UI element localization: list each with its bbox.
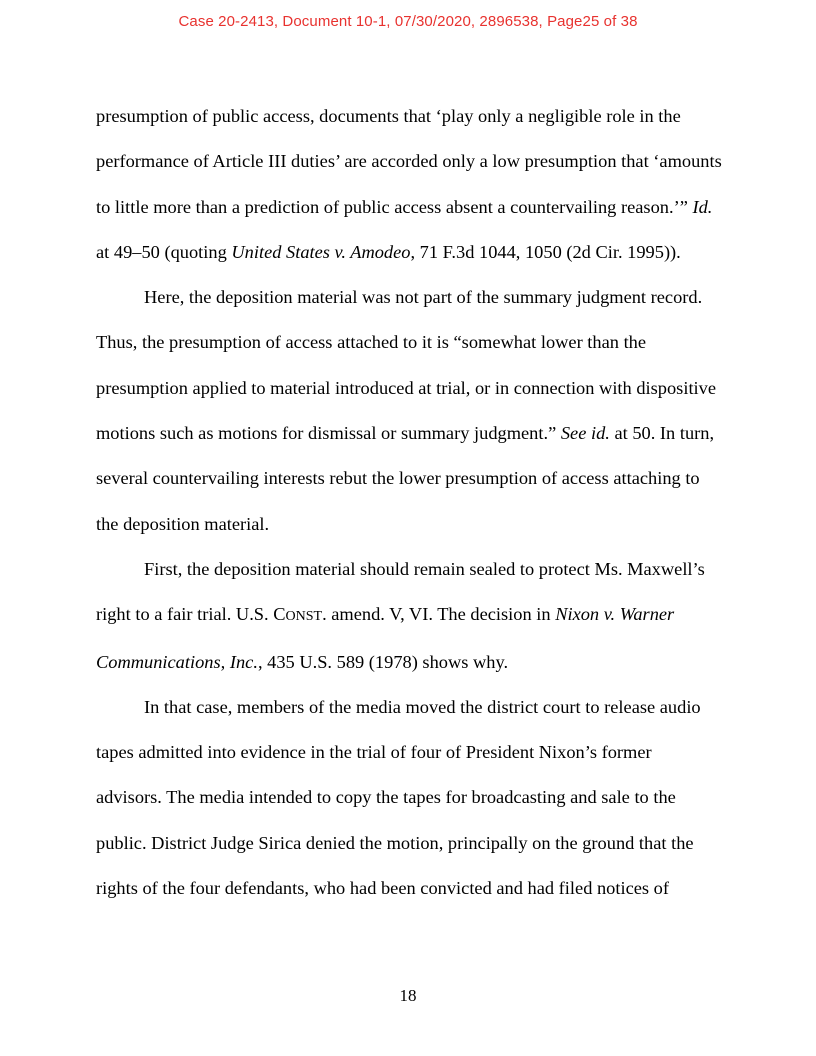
- citation-see-id: See id.: [560, 423, 610, 444]
- paragraph-1-text-2: at 49–50 (quoting: [96, 241, 232, 262]
- paragraph-1: [96, 94, 722, 275]
- paragraph-4-text-1: In that case, members of the media moved the district court to release audio tapes admitted into evidence in the trial of four of President Nixon’s former advisors. The media intended to copy the tapes for broadcasting and sale to the public. District Judge Sirica denied the motion, principally on the ground that the rights of the four defendants, who had been convicted and had filed notices of: [96, 696, 701, 899]
- case-header-text: Case 20-2413, Document 10-1, 07/30/2020, 2896538, Page25 of 38: [178, 13, 638, 30]
- page-number-text: 18: [399, 986, 417, 1005]
- citation-nixon: Nixon v. Warner Communications, Inc.: [96, 604, 675, 672]
- brief-body: [96, 94, 722, 911]
- paragraph-2-text-2: at 50. In turn, several countervailing interests rebut the lower presumption of access attaching to the deposition material.: [96, 423, 715, 534]
- paragraph-3-text-3: , 435 U.S. 589 (1978) shows why.: [257, 651, 509, 672]
- paragraph-2-text-1: Here, the deposition material was not part of the summary judgment record. Thus, the presumption of access attached to it is “somewhat lower than the presumption applied to material introduced at trial, or in connection with dispositive motions such as motions for dismissal or summary judgment.”: [96, 287, 717, 444]
- case-header: [0, 13, 816, 30]
- citation-id: Id.: [692, 196, 713, 217]
- paragraph-3-text-2: . amend. V, VI. The decision in: [322, 604, 556, 625]
- const-smallcaps-rest: ONST: [285, 609, 323, 625]
- const-smallcaps-initial: C: [273, 604, 286, 625]
- paragraph-4: [96, 685, 722, 911]
- citation-amodeo: United States v. Amodeo: [231, 241, 411, 262]
- paragraph-2: [96, 275, 722, 547]
- paragraph-3-text-1: First, the deposition material should remain sealed to protect Ms. Maxwell’s right to a fair trial. U.S.: [96, 558, 705, 625]
- page-number: [0, 986, 816, 1006]
- paragraph-3: [96, 547, 722, 685]
- paragraph-1-text-3: , 71 F.3d 1044, 1050 (2d Cir. 1995)).: [410, 241, 681, 262]
- paragraph-1-text-1: presumption of public access, documents that ‘play only a negligible role in the performance of Article III duties’ are accorded only a low presumption that ‘amounts to little more than a prediction of public access absent a countervailing reason.’”: [96, 106, 722, 217]
